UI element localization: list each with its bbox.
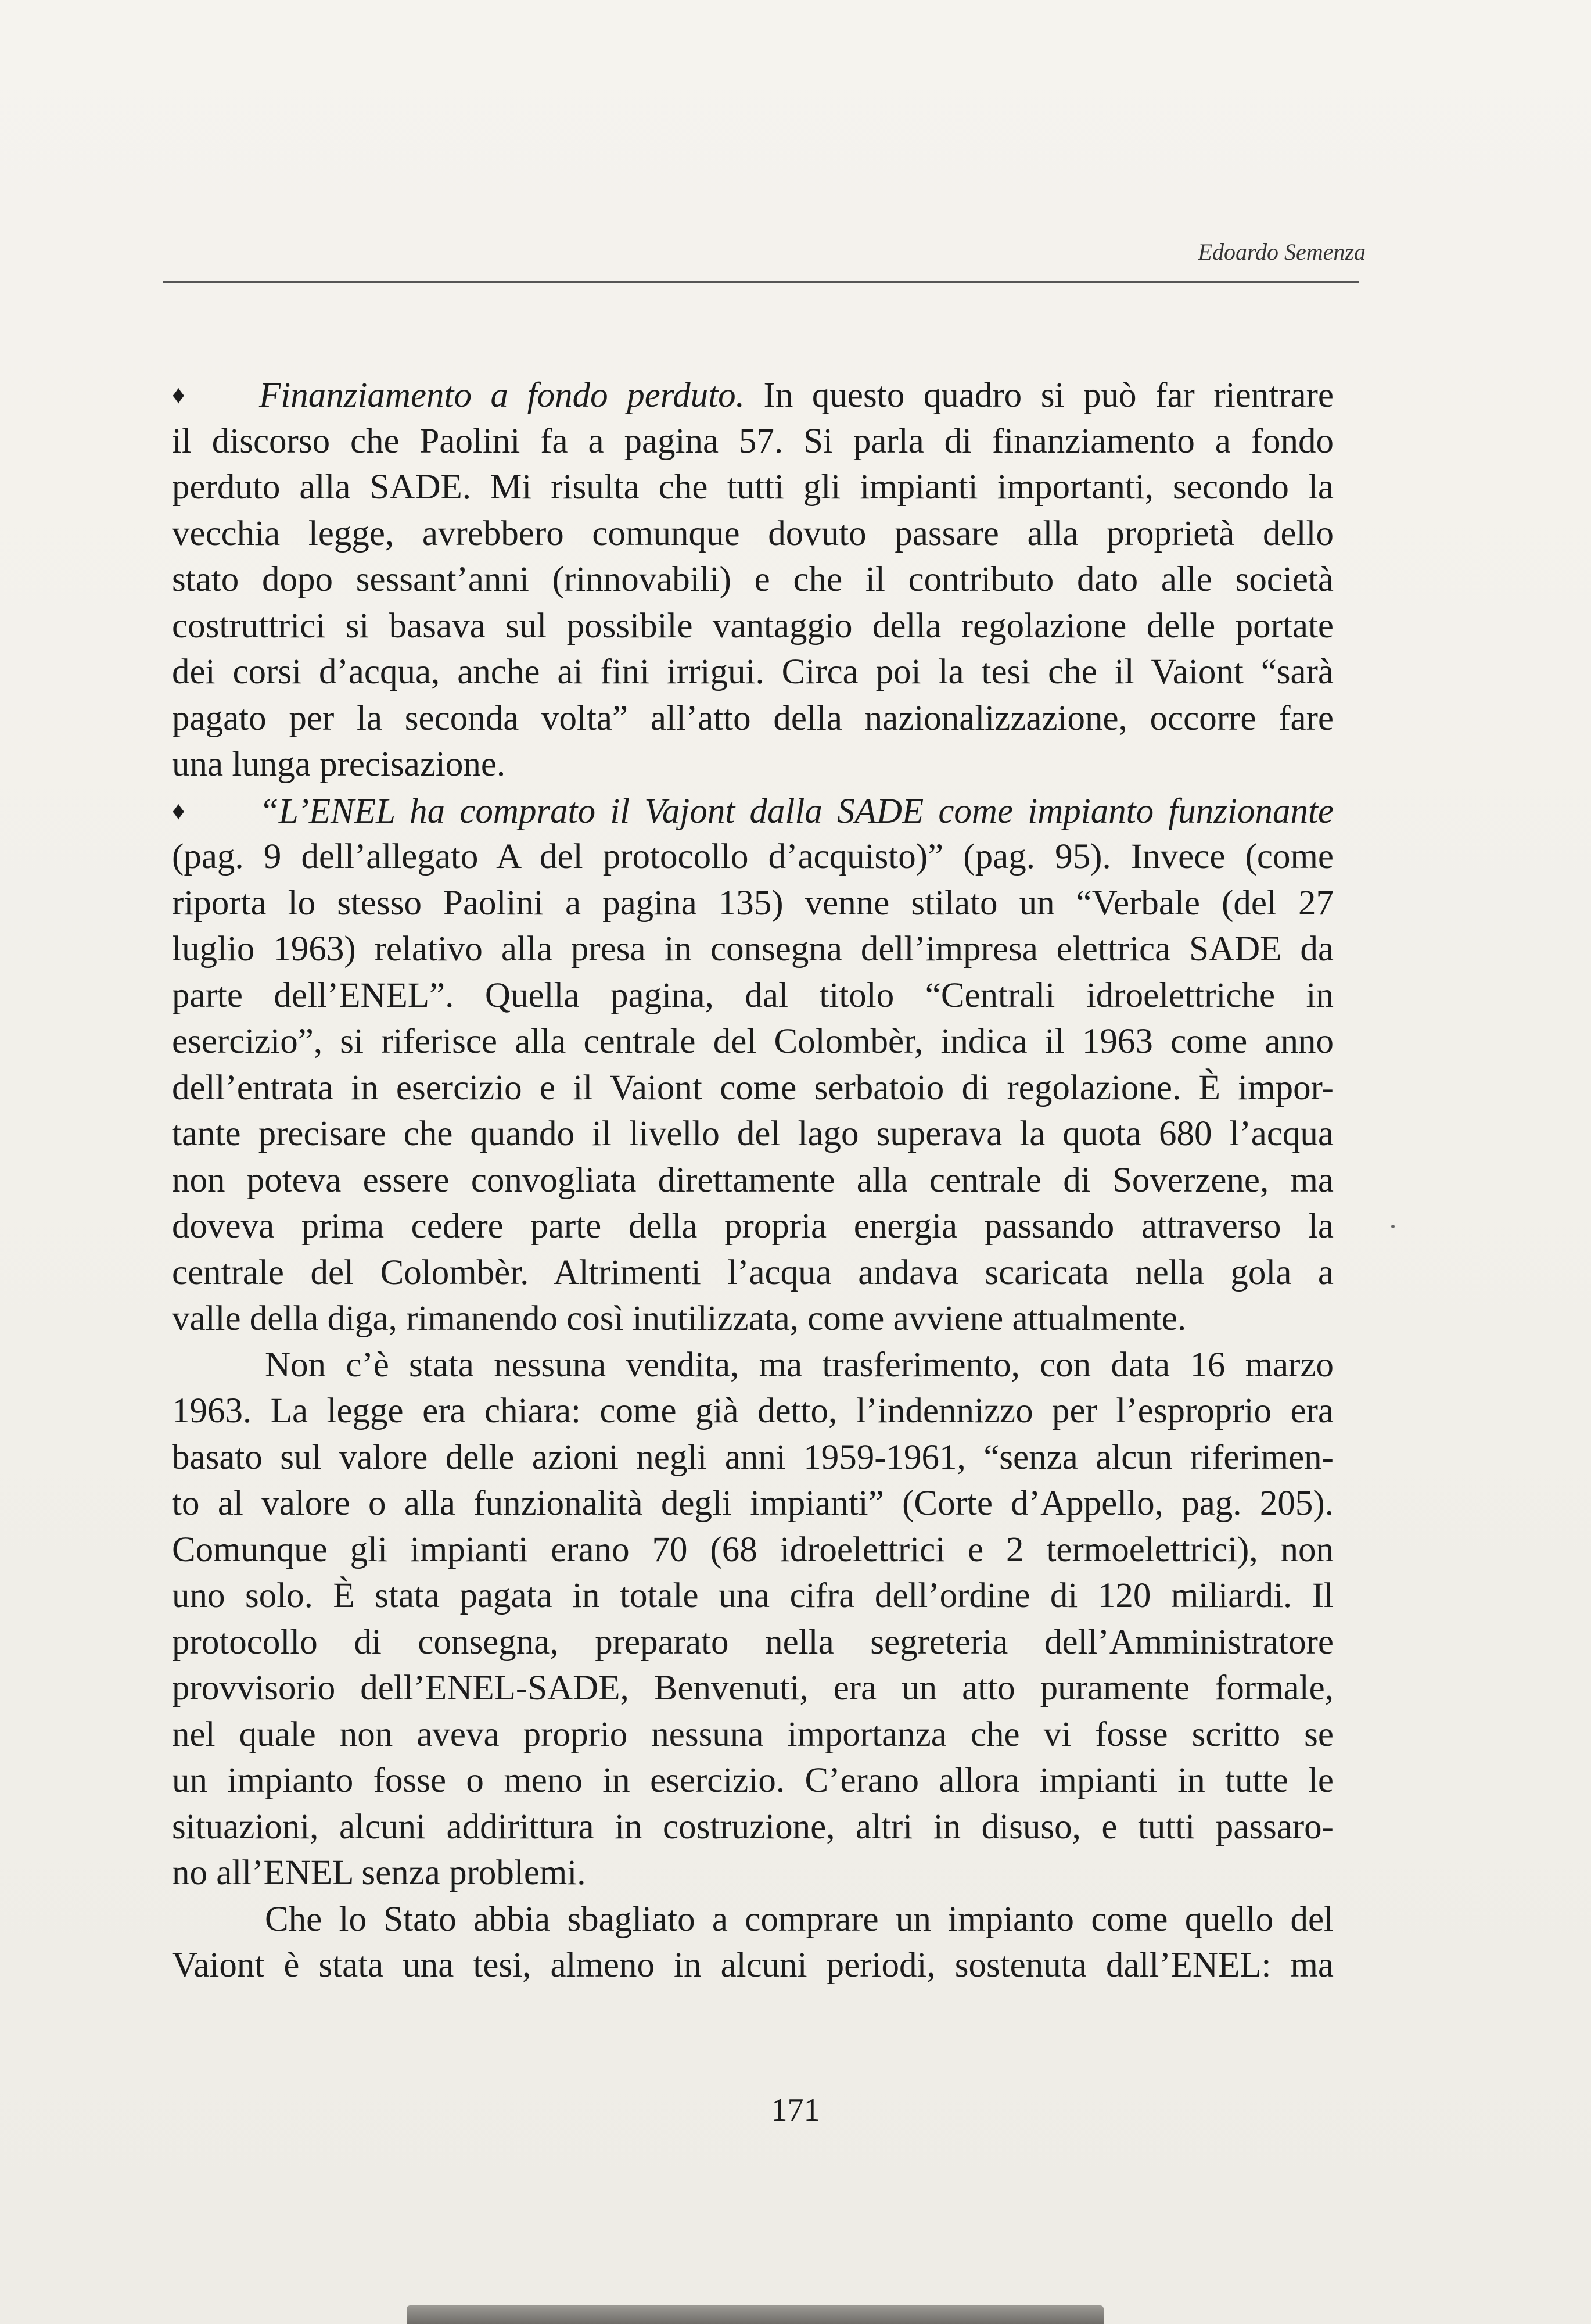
text-line: riporta lo stesso Paolini a pagina 135) venne stilato un “Verbale (del 27: [172, 883, 1334, 923]
text-line: luglio 1963) relativo alla presa in consegna dell’impresa elettrica SADE da: [172, 930, 1334, 969]
text-line: parte dell’ENEL”. Quella pagina, dal titolo “Centrali idroelettriche in: [172, 975, 1334, 1015]
text-line: doveva prima cedere parte della propria energia passando attraverso la: [172, 1207, 1334, 1246]
text-line: situazioni, alcuni addirittura in costruzione, altri in disuso, e tutti passaro-: [172, 1807, 1334, 1846]
header-rule: [163, 281, 1359, 283]
text-line: no all’ENEL senza problemi.: [172, 1853, 586, 1892]
text-line: dell’entrata in esercizio e il Vaiont come serbatoio di regolazione. È impor-: [172, 1068, 1334, 1107]
paragraph-stato: [172, 1896, 1334, 1989]
text-line: costruttrici si basava sul possibile vantaggio della regolazione delle portate: [172, 606, 1334, 645]
text-line: protocollo di consegna, preparato nella segreteria dell’Amministratore: [172, 1622, 1334, 1662]
text-line: 1963. La legge era chiara: come già detto, l’indennizzo per l’esproprio era: [172, 1391, 1334, 1430]
text-line: Non c’è stata nessuna vendita, ma trasferimento, con data 16 marzo: [265, 1345, 1334, 1385]
text-line: uno solo. È stata pagata in totale una cifra dell’ordine di 120 miliardi. Il: [172, 1576, 1334, 1615]
text-line: to al valore o alla funzionalità degli impianti” (Corte d’Appello, pag. 205).: [172, 1484, 1334, 1523]
lead-italic: “L’ENEL ha comprato il Vajont dalla SADE come impianto funzionante: [259, 791, 1334, 831]
text-line: Comunque gli impianti erano 70 (68 idroelettrici e 2 termoelettrici), non: [172, 1530, 1334, 1569]
text-line: (pag. 9 dell’allegato A del protocollo d’acquisto)” (pag. 95). Invece (come: [172, 837, 1334, 876]
text-line: tante precisare che quando il livello del lago superava la quota 680 l’acqua: [172, 1114, 1334, 1153]
paragraph-finanziamento: ♦ Finanziamento a fondo perduto. In questo quadro si può far rientrare il discorso che Paolini fa a pagina 57. Si parla di finanziamento a fondo perduto alla SADE. Mi risulta che tutti gli impianti importanti, secondo la vecchia legge, avrebbero comunque dovuto passare alla proprietà dello stato dopo sessant’anni (rinnovabili) e che il contributo dato alle società costruttrici si basava sul possibile vantaggio della regolazione delle portate dei corsi d’acqua, anche ai fini irrigui. Circa poi la tesi che il Vaiont “sarà pagato per la seconda volta” all’atto della nazionalizzazione, occorre fare una lunga precisazione.: [172, 372, 1334, 788]
text-line: perduto alla SADE. Mi risulta che tutti gli impianti importanti, secondo la: [172, 468, 1334, 507]
text-line: vecchia legge, avrebbero comunque dovuto passare alla proprietà dello: [172, 514, 1334, 553]
body-text: [172, 372, 1334, 1989]
text-line: provvisorio dell’ENEL-SADE, Benvenuti, era un atto puramente formale,: [172, 1669, 1334, 1708]
page-number: 171: [771, 2092, 820, 2128]
text-line: valle della diga, rimanendo così inutilizzata, come avviene attualmente.: [172, 1299, 1187, 1338]
text-line: un impianto fosse o meno in esercizio. C’erano allora impianti in tutte le: [172, 1761, 1334, 1800]
text-line: dei corsi d’acqua, anche ai fini irrigui. Circa poi la tesi che il Vaiont “sarà: [172, 652, 1334, 691]
paper-speck: [1391, 1225, 1395, 1228]
text-line: esercizio”, si riferisce alla centrale del Colombèr, indica il 1963 come anno: [172, 1022, 1334, 1061]
running-head: Edoardo Semenza: [1198, 239, 1366, 265]
text-line: stato dopo sessant’anni (rinnovabili) e che il contributo dato alle società: [172, 560, 1334, 599]
text-line: Che lo Stato abbia sbagliato a comprare un impianto come quello del: [265, 1899, 1334, 1939]
text-line: basato sul valore delle azioni negli anni 1959-1961, “senza alcun riferimen-: [172, 1437, 1334, 1477]
text-line: centrale del Colombèr. Altrimenti l’acqua andava scaricata nella gola a: [172, 1253, 1334, 1292]
diamond-bullet-icon: ♦: [172, 796, 185, 825]
book-bottom-edge: [407, 2305, 1104, 2324]
text-line: nel quale non aveva proprio nessuna importanza che vi fosse scritto se: [172, 1715, 1334, 1754]
paragraph-trasferimento: [172, 1342, 1334, 1896]
lead-italic: Finanziamento a fondo perduto.: [259, 376, 745, 415]
text-line: pagato per la seconda volta” all’atto della nazionalizzazione, occorre fare: [172, 698, 1334, 738]
paragraph-enel: [172, 788, 1334, 1342]
diamond-bullet-icon: ♦: [172, 381, 185, 409]
text-line: una lunga precisazione.: [172, 745, 506, 784]
text-line: il discorso che Paolini fa a pagina 57. Si parla di finanziamento a fondo: [172, 421, 1334, 461]
text-line: Vaiont è stata una tesi, almeno in alcuni periodi, sostenuta dall’ENEL: ma: [172, 1946, 1334, 1985]
text-line: non poteva essere convogliata direttamente alla centrale di Soverzene, ma: [172, 1160, 1334, 1200]
